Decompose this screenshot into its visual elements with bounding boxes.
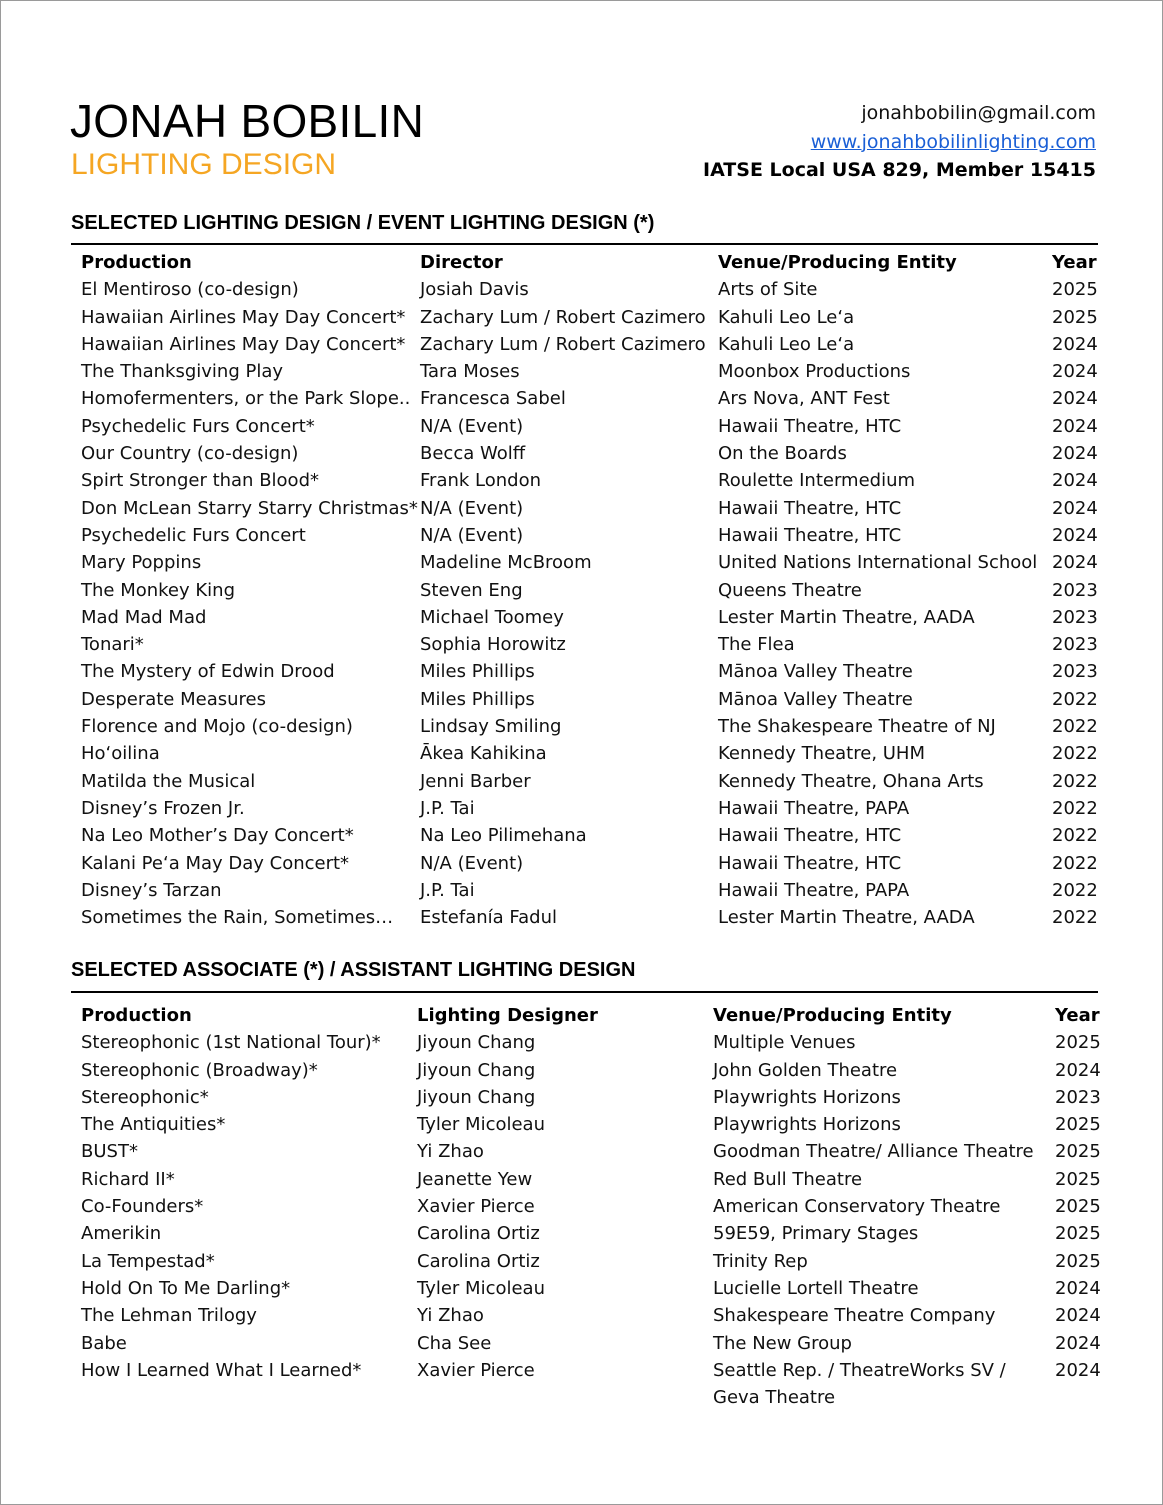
director-cell: Lindsay Smiling xyxy=(420,716,562,738)
table-row xyxy=(0,850,1163,877)
production-cell: Our Country (co-design) xyxy=(81,443,299,465)
year-cell: 2024 xyxy=(1052,388,1098,410)
venue-cell: Mānoa Valley Theatre xyxy=(718,661,913,683)
table-row xyxy=(0,522,1163,549)
production-cell: Stereophonic* xyxy=(81,1086,209,1108)
table-row xyxy=(0,467,1163,494)
table-row xyxy=(0,822,1163,849)
venue-cell: The Flea xyxy=(718,634,795,656)
year-cell: 2025 xyxy=(1055,1141,1101,1163)
venue-cell: Multiple Venues xyxy=(713,1032,856,1054)
union-membership: IATSE Local USA 829, Member 15415 xyxy=(703,159,1096,181)
lighting-design-table xyxy=(0,249,1163,931)
year-cell: 2024 xyxy=(1055,1277,1101,1299)
year-cell: 2022 xyxy=(1052,852,1098,874)
table-row xyxy=(0,1084,1163,1111)
director-cell: J.P. Tai xyxy=(420,879,475,901)
table-row xyxy=(0,658,1163,685)
venue-cell: Hawaii Theatre, PAPA xyxy=(718,879,910,901)
year-column-header: Year xyxy=(1052,252,1097,273)
production-cell: Don McLean Starry Starry Christmas* xyxy=(81,497,418,519)
production-cell: Hawaiian Airlines May Day Concert* xyxy=(81,306,406,328)
table-row xyxy=(0,549,1163,576)
table-row xyxy=(0,331,1163,358)
director-cell: Jenni Barber xyxy=(420,770,531,792)
venue-cell: Lester Martin Theatre, AADA xyxy=(718,907,975,929)
venue-cell: On the Boards xyxy=(718,443,847,465)
production-column-header: Production xyxy=(81,252,192,273)
table-row xyxy=(0,440,1163,467)
year-cell: 2025 xyxy=(1055,1114,1101,1136)
director-cell: Josiah Davis xyxy=(420,279,529,301)
venue-cell: Roulette Intermedium xyxy=(718,470,916,492)
table-row xyxy=(0,604,1163,631)
venue-cell: Playwrights Horizons xyxy=(713,1114,901,1136)
section-divider xyxy=(71,991,1098,993)
production-cell: Co-Founders* xyxy=(81,1196,204,1218)
year-cell: 2024 xyxy=(1055,1359,1101,1381)
table-row xyxy=(0,1057,1163,1084)
lighting-designer-cell: Carolina Ortiz xyxy=(417,1250,540,1272)
production-cell: Psychedelic Furs Concert xyxy=(81,524,306,546)
table-header-row xyxy=(0,249,1163,276)
email-address: jonahbobilin@gmail.com xyxy=(861,102,1096,124)
venue-cell: American Conservatory Theatre xyxy=(713,1196,1001,1218)
production-cell: El Mentiroso (co-design) xyxy=(81,279,299,301)
year-cell: 2025 xyxy=(1052,279,1098,301)
production-cell: Mary Poppins xyxy=(81,552,202,574)
venue-cell: Hawaii Theatre, HTC xyxy=(718,415,902,437)
director-cell: Francesca Sabel xyxy=(420,388,566,410)
table-row xyxy=(0,686,1163,713)
venue-cell: Goodman Theatre/ Alliance Theatre xyxy=(713,1141,1034,1163)
production-cell: Stereophonic (Broadway)* xyxy=(81,1059,318,1081)
table-row xyxy=(0,385,1163,412)
production-column-header: Production xyxy=(81,1005,192,1026)
production-cell: Richard II* xyxy=(81,1168,175,1190)
lighting-designer-cell: Jeanette Yew xyxy=(417,1168,533,1190)
year-cell: 2024 xyxy=(1052,497,1098,519)
year-cell: 2023 xyxy=(1052,661,1098,683)
production-cell: Psychedelic Furs Concert* xyxy=(81,415,315,437)
lighting-designer-cell: Jiyoun Chang xyxy=(417,1059,536,1081)
year-cell: 2024 xyxy=(1052,552,1098,574)
venue-cell: 59E59, Primary Stages xyxy=(713,1223,919,1245)
venue-cell: Moonbox Productions xyxy=(718,361,911,383)
venue-cell: The New Group xyxy=(713,1332,852,1354)
year-cell: 2024 xyxy=(1052,415,1098,437)
table-row xyxy=(0,577,1163,604)
resume-subtitle: LIGHTING DESIGN xyxy=(71,148,337,181)
table-row xyxy=(0,1330,1163,1357)
director-cell: Sophia Horowitz xyxy=(420,634,566,656)
venue-cell: Shakespeare Theatre Company xyxy=(713,1305,996,1327)
production-cell: Desperate Measures xyxy=(81,688,266,710)
venue-cell: Queens Theatre xyxy=(718,579,862,601)
table-row xyxy=(0,795,1163,822)
table-row xyxy=(0,1220,1163,1247)
director-cell: Becca Wolff xyxy=(420,443,526,465)
production-cell: Sometimes the Rain, Sometimes… xyxy=(81,907,394,929)
year-cell: 2024 xyxy=(1052,443,1098,465)
production-cell: Spirt Stronger than Blood* xyxy=(81,470,319,492)
year-cell: 2022 xyxy=(1052,907,1098,929)
year-cell: 2022 xyxy=(1052,825,1098,847)
production-cell: The Mystery of Edwin Drood xyxy=(81,661,335,683)
director-cell: N/A (Event) xyxy=(420,852,524,874)
table-row xyxy=(0,1138,1163,1165)
director-cell: J.P. Tai xyxy=(420,797,475,819)
lighting-designer-cell: Xavier Pierce xyxy=(417,1359,535,1381)
lighting-designer-cell: Xavier Pierce xyxy=(417,1196,535,1218)
lighting-designer-cell: Carolina Ortiz xyxy=(417,1223,540,1245)
year-cell: 2024 xyxy=(1055,1305,1101,1327)
production-cell: The Thanksgiving Play xyxy=(81,361,284,383)
venue-cell: John Golden Theatre xyxy=(713,1059,898,1081)
production-cell: Mad Mad Mad xyxy=(81,606,207,628)
year-cell: 2025 xyxy=(1055,1250,1101,1272)
year-cell: 2022 xyxy=(1052,743,1098,765)
venue-cell: Playwrights Horizons xyxy=(713,1086,901,1108)
director-cell: N/A (Event) xyxy=(420,415,524,437)
production-cell: Disney’s Frozen Jr. xyxy=(81,797,245,819)
lighting-designer-column-header: Lighting Designer xyxy=(417,1005,598,1026)
year-cell: 2025 xyxy=(1055,1223,1101,1245)
venue-cell: United Nations International School xyxy=(718,552,1038,574)
table-row xyxy=(0,1193,1163,1220)
table-row xyxy=(0,304,1163,331)
production-cell: Amerikin xyxy=(81,1223,162,1245)
production-cell: BUST* xyxy=(81,1141,138,1163)
lighting-designer-cell: Jiyoun Chang xyxy=(417,1086,536,1108)
venue-cell: Trinity Rep xyxy=(713,1250,808,1272)
table-row xyxy=(0,1302,1163,1329)
venue-cell: Hawaii Theatre, HTC xyxy=(718,852,902,874)
year-cell: 2022 xyxy=(1052,770,1098,792)
table-row xyxy=(0,713,1163,740)
production-cell: La Tempestad* xyxy=(81,1250,215,1272)
year-cell: 2022 xyxy=(1052,716,1098,738)
lighting-designer-cell: Jiyoun Chang xyxy=(417,1032,536,1054)
year-cell: 2025 xyxy=(1055,1032,1101,1054)
venue-column-header: Venue/Producing Entity xyxy=(713,1005,952,1026)
venue-cell: Hawaii Theatre, HTC xyxy=(718,825,902,847)
director-column-header: Director xyxy=(420,252,503,273)
lighting-designer-cell: Tyler Micoleau xyxy=(417,1277,545,1299)
year-cell: 2024 xyxy=(1055,1332,1101,1354)
director-cell: Na Leo Pilimehana xyxy=(420,825,587,847)
production-cell: Disney’s Tarzan xyxy=(81,879,222,901)
year-column-header: Year xyxy=(1055,1005,1100,1026)
year-cell: 2025 xyxy=(1055,1196,1101,1218)
production-cell: Babe xyxy=(81,1332,127,1354)
year-cell: 2024 xyxy=(1055,1059,1101,1081)
venue-cell: Mānoa Valley Theatre xyxy=(718,688,913,710)
production-cell: Tonari* xyxy=(81,634,144,656)
table-header-row xyxy=(0,1002,1163,1029)
venue-cell: Hawaii Theatre, PAPA xyxy=(718,797,910,819)
production-cell: Ho‘oilina xyxy=(81,743,160,765)
resume-name: JONAH BOBILIN xyxy=(70,95,425,147)
year-cell: 2023 xyxy=(1052,579,1098,601)
director-cell: Michael Toomey xyxy=(420,606,564,628)
production-cell: Homofermenters, or the Park Slope.. xyxy=(81,388,411,410)
production-cell: Stereophonic (1st National Tour)* xyxy=(81,1032,381,1054)
table-row xyxy=(0,631,1163,658)
director-cell: Zachary Lum / Robert Cazimero xyxy=(420,306,706,328)
table-row xyxy=(0,768,1163,795)
lighting-designer-cell: Cha See xyxy=(417,1332,492,1354)
venue-cell: Kahuli Leo Le‘a xyxy=(718,333,855,355)
table-row xyxy=(0,1275,1163,1302)
year-cell: 2022 xyxy=(1052,879,1098,901)
year-cell: 2024 xyxy=(1052,524,1098,546)
venue-cell: Arts of Site xyxy=(718,279,818,301)
venue-cell: Hawaii Theatre, HTC xyxy=(718,524,902,546)
director-cell: Miles Phillips xyxy=(420,661,535,683)
venue-cell: Lester Martin Theatre, AADA xyxy=(718,606,975,628)
year-cell: 2025 xyxy=(1052,306,1098,328)
production-cell: Matilda the Musical xyxy=(81,770,256,792)
table-row xyxy=(0,358,1163,385)
lighting-designer-cell: Yi Zhao xyxy=(417,1305,484,1327)
table-row xyxy=(0,1111,1163,1138)
lighting-designer-cell: Tyler Micoleau xyxy=(417,1114,545,1136)
website-link[interactable]: www.jonahbobilinlighting.com xyxy=(810,130,1096,153)
table-row xyxy=(0,276,1163,303)
venue-cell: Lucielle Lortell Theatre xyxy=(713,1277,919,1299)
year-cell: 2025 xyxy=(1055,1168,1101,1190)
production-cell: The Lehman Trilogy xyxy=(81,1305,257,1327)
table-row xyxy=(0,1357,1163,1409)
year-cell: 2024 xyxy=(1052,333,1098,355)
section-title-lighting-design: SELECTED LIGHTING DESIGN / EVENT LIGHTING DESIGN (*) xyxy=(71,212,655,234)
table-row xyxy=(0,495,1163,522)
section-divider xyxy=(71,243,1098,245)
director-cell: Zachary Lum / Robert Cazimero xyxy=(420,333,706,355)
production-cell: Florence and Mojo (co-design) xyxy=(81,716,353,738)
year-cell: 2024 xyxy=(1052,470,1098,492)
table-row xyxy=(0,413,1163,440)
director-cell: Estefanía Fadul xyxy=(420,907,557,929)
table-row xyxy=(0,1248,1163,1275)
section-title-associate-design: SELECTED ASSOCIATE (*) / ASSISTANT LIGHTING DESIGN xyxy=(71,959,636,981)
production-cell: Na Leo Mother’s Day Concert* xyxy=(81,825,354,847)
table-row xyxy=(0,1166,1163,1193)
venue-cell: Kahuli Leo Le‘a xyxy=(718,306,855,328)
year-cell: 2024 xyxy=(1052,361,1098,383)
director-cell: Ākea Kahikina xyxy=(420,743,547,765)
associate-design-table xyxy=(0,1002,1163,1409)
venue-column-header: Venue/Producing Entity xyxy=(718,252,957,273)
production-cell: Kalani Pe‘a May Day Concert* xyxy=(81,852,350,874)
year-cell: 2023 xyxy=(1052,606,1098,628)
table-row xyxy=(0,1029,1163,1056)
venue-cell: Kennedy Theatre, Ohana Arts xyxy=(718,770,984,792)
director-cell: Frank London xyxy=(420,470,542,492)
venue-cell: Kennedy Theatre, UHM xyxy=(718,743,925,765)
year-cell: 2022 xyxy=(1052,688,1098,710)
production-cell: How I Learned What I Learned* xyxy=(81,1359,362,1381)
director-cell: N/A (Event) xyxy=(420,524,524,546)
table-row xyxy=(0,740,1163,767)
production-cell: Hold On To Me Darling* xyxy=(81,1277,291,1299)
lighting-designer-cell: Yi Zhao xyxy=(417,1141,484,1163)
production-cell: The Monkey King xyxy=(81,579,236,601)
year-cell: 2023 xyxy=(1055,1086,1101,1108)
director-cell: N/A (Event) xyxy=(420,497,524,519)
year-cell: 2023 xyxy=(1052,634,1098,656)
contact-block xyxy=(703,99,1096,185)
year-cell: 2022 xyxy=(1052,797,1098,819)
director-cell: Tara Moses xyxy=(420,361,520,383)
director-cell: Madeline McBroom xyxy=(420,552,592,574)
table-row xyxy=(0,904,1163,931)
venue-cell: The Shakespeare Theatre of NJ xyxy=(718,716,996,738)
table-row xyxy=(0,877,1163,904)
venue-cell: Ars Nova, ANT Fest xyxy=(718,388,890,410)
director-cell: Steven Eng xyxy=(420,579,523,601)
venue-cell: Red Bull Theatre xyxy=(713,1168,863,1190)
production-cell: The Antiquities* xyxy=(81,1114,226,1136)
director-cell: Miles Phillips xyxy=(420,688,535,710)
venue-cell: Seattle Rep. / TheatreWorks SV / Geva Theatre xyxy=(713,1359,1006,1409)
venue-cell: Hawaii Theatre, HTC xyxy=(718,497,902,519)
production-cell: Hawaiian Airlines May Day Concert* xyxy=(81,333,406,355)
